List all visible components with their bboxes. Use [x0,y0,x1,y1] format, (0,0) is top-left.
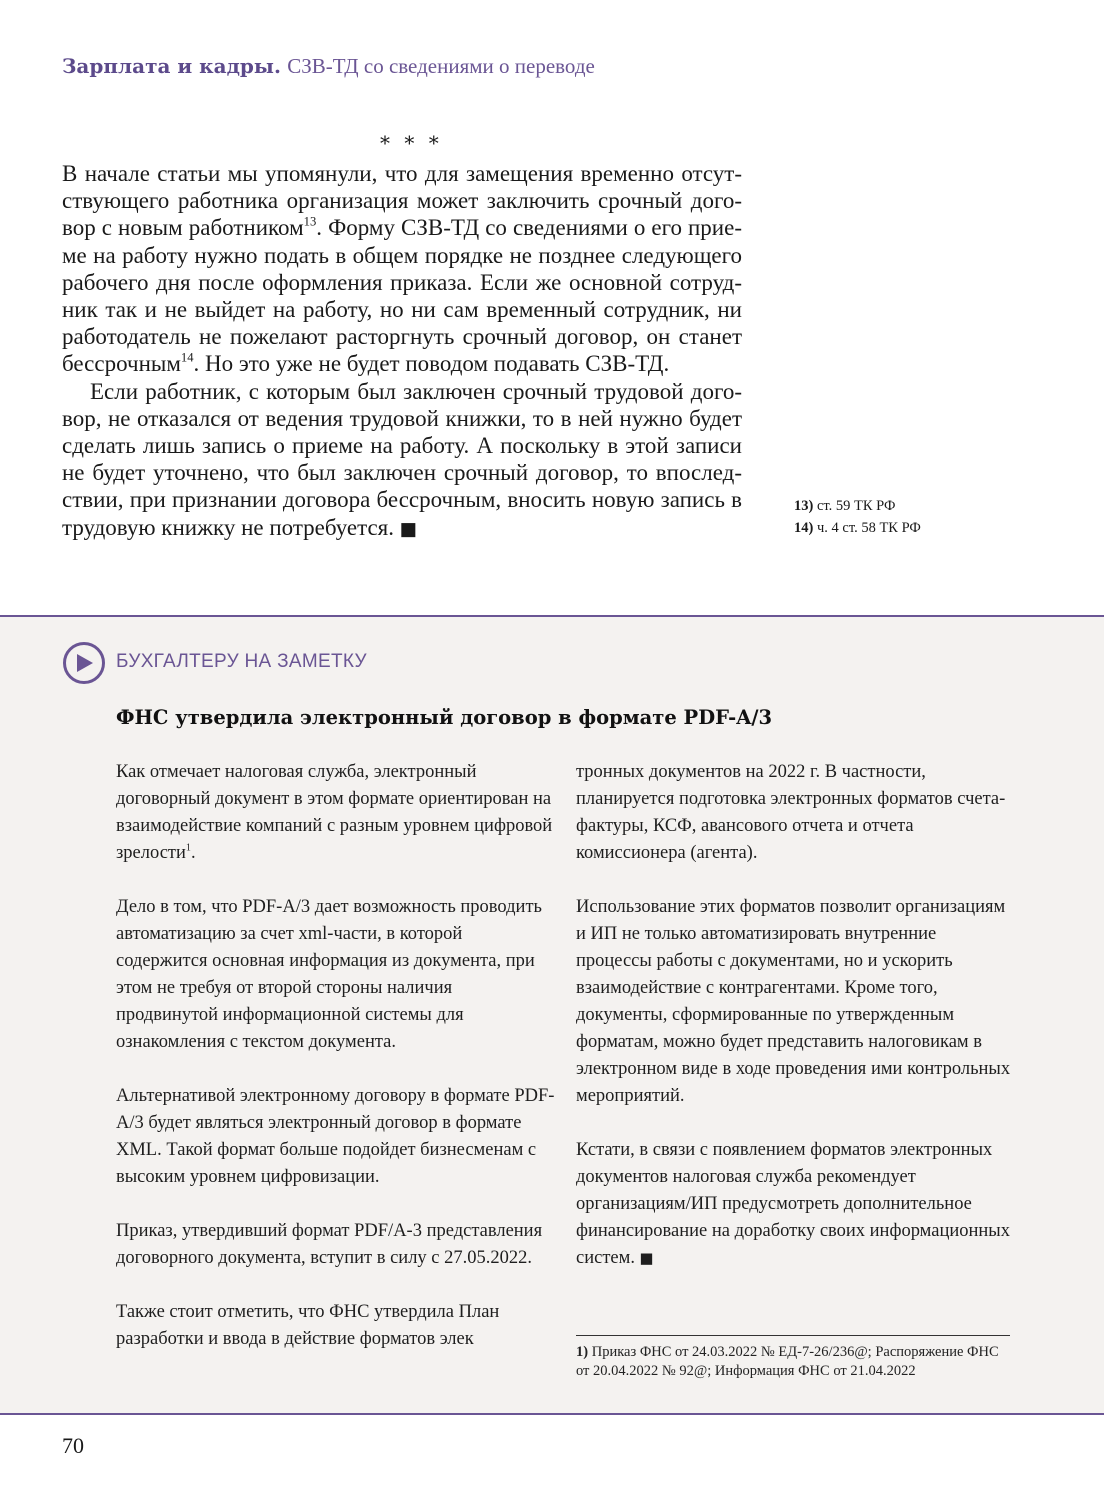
paragraph-text: Если работник, с которым был заключен срочный трудовой договор, не отказался от ведения трудовой книжки, то в ней нужно будет сделать лишь запись о приеме на работу. А поскольку в этой записи не будет уточнено, что был заключен срочный договор, то впоследствии, при признании договора бессрочным, вносить новую запись в трудовую книжку не потребуется. [62,378,742,540]
footnote [794,495,1064,517]
end-mark: ■ [399,518,418,540]
box-column-right [576,759,1016,1299]
box-paragraph: тронных документов на 2022 г. В частности, планируется подготовка электронных форматов счета-фактуры, КСФ, авансового отчета и отчета комиссионера (агента). [576,762,1006,863]
footnote-number: 1) [576,1344,589,1360]
box-title: ФНС утвердила электронный договор в формате PDF-A/3 [116,706,773,729]
footnote-text: ч. 4 ст. 58 ТК РФ [816,520,921,536]
footnote-text: ст. 59 ТК РФ [816,498,896,514]
footnote-number: 13) [794,498,814,514]
box-paragraph [116,759,556,867]
box-label: БУХГАЛТЕРУ НА ЗАМЕТКУ [116,651,367,672]
box-paragraph: Альтернативой электронному договору в формате PDF-A/3 будет являться электронный договор в формате XML. Такой формат больше подойдет бизнесменам с высоким уровнем цифровизации. [116,1086,555,1187]
footnote-number: 14) [794,520,814,536]
header-section: Зарплата и кадры. [62,54,281,78]
footnote [794,517,1064,539]
section-separator: * * * [380,131,443,155]
footnote-ref[interactable]: 14 [180,350,194,365]
box-paragraph: Также стоит отметить, что ФНС утвердила План разработки и ввода в действие форматов элек [116,1302,500,1349]
accountant-note-box [0,615,1104,1415]
end-mark: ■ [639,1250,654,1267]
footnote-ref[interactable]: 13 [303,214,317,229]
paragraph-text: В начале статьи мы упомянули, что для замещения временно отсутствующего работника организация может заключить срочный договор с новым работником [62,161,742,241]
box-column-left [116,759,556,1380]
footnote-ref[interactable]: 1 [185,842,191,854]
paragraph-text: . Форму СЗВ-ТД со сведениями о его приеме на работу нужно подать в общем порядке не позднее следующего рабочего дня после оформления приказа. Если же основной сотрудник так и не выйдет на работу, но ни сам временный сотрудник, ни работодатель не пожелают расторгнуть срочный договор, он станет бессрочным [62,215,742,377]
sidebar-footnotes [794,495,1064,539]
play-triangle-icon [77,654,93,672]
box-paragraph: Приказ, утвердивший формат PDF/A-3 представления договорного документа, вступит в силу с 27.05.2022. [116,1221,543,1268]
paragraph-text: Как отмечает налоговая служба, электронный договорный документ в этом формате ориентирован на взаимодействие компаний с разным уровнем цифровой зрелости [116,762,553,863]
paragraph-text: . [191,843,196,863]
footnote-text: Приказ ФНС от 24.03.2022 № ЕД-7-26/236@; Распоряжение ФНС от 20.04.2022 № 92@; Информация ФНС от 21.04.2022 [576,1344,999,1379]
paragraph-text: Кстати, в связи с появлением форматов электронных документов налоговая служба рекомендует организациям/ИП предусмотреть дополнительное финансирование на доработку своих информационных систем. [576,1140,1010,1268]
play-circle-icon [63,642,105,684]
header-topic: СЗВ-ТД со сведениями о переводе [287,54,595,78]
running-header [62,52,595,80]
article-body [62,160,742,543]
paragraph-text: . Но это уже не будет поводом подавать СЗВ-ТД. [193,351,670,377]
page-number: 70 [62,1433,84,1458]
box-paragraph [576,1137,1016,1272]
box-footnote [576,1335,1010,1380]
article-paragraph [62,160,742,378]
article-paragraph [62,378,742,543]
box-paragraph: Дело в том, что PDF-A/3 дает возможность проводить автоматизацию за счет xml-части, в которой содержится основная информация из документа, при этом не требуя от второй стороны наличия продвинутой информационной системы для ознакомления с текстом документа. [116,897,542,1052]
box-paragraph: Использование этих форматов позволит организациям и ИП не только автоматизировать внутренние процессы работы с документами, но и ускорить взаимодействие с контрагентами. Кроме того, документы, сформированные по утвержденным форматам, можно будет представить налоговикам в электронном виде в ходе проведения ими контрольных мероприятий. [576,897,1011,1106]
